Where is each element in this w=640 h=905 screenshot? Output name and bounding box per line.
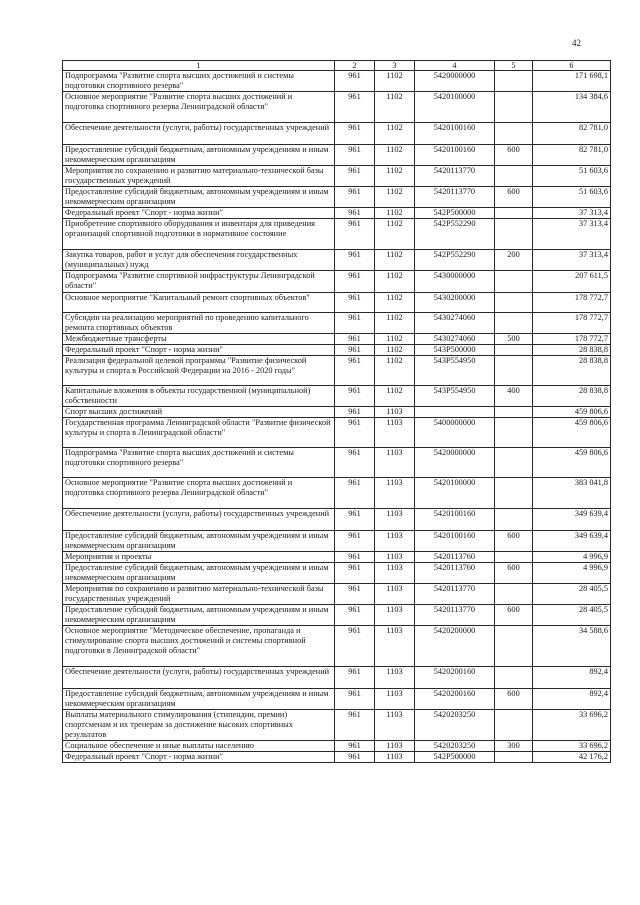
row-target-article: 543P500000: [415, 345, 495, 356]
row-name: Подпрограмма "Развитие спорта высших достижений и системы подготовки спортивного резерва": [63, 71, 335, 92]
table-row: [63, 418, 611, 448]
row-section-code: 1102: [375, 386, 415, 407]
row-amount: 178 772,7: [533, 313, 611, 334]
row-amount: 37 313,4: [533, 208, 611, 219]
row-expense-type: [495, 166, 533, 187]
column-header: 3: [375, 61, 415, 71]
row-amount: 4 996,9: [533, 552, 611, 563]
row-target-article: 5420113770: [415, 584, 495, 605]
row-target-article: 5420200160: [415, 667, 495, 689]
row-amount: 171 698,1: [533, 71, 611, 92]
row-amount: 459 806,6: [533, 407, 611, 418]
row-section-code: 1103: [375, 710, 415, 741]
table-row: [63, 386, 611, 407]
row-expense-type: [495, 448, 533, 478]
row-section-code: 1102: [375, 271, 415, 293]
row-amount: 178 772,7: [533, 293, 611, 313]
row-name: Субсидии на реализацию мероприятий по проведению капитального ремонта спортивных объектов: [63, 313, 335, 334]
row-grbs-code: 961: [335, 334, 375, 345]
row-section-code: 1102: [375, 313, 415, 334]
column-number-row: [63, 61, 611, 71]
row-amount: 37 313,4: [533, 250, 611, 271]
row-section-code: 1102: [375, 356, 415, 386]
row-section-code: 1103: [375, 448, 415, 478]
row-name: Основное мероприятие "Капитальный ремонт спортивных объектов": [63, 293, 335, 313]
row-expense-type: [495, 123, 533, 145]
row-grbs-code: 961: [335, 584, 375, 605]
table-row: [63, 584, 611, 605]
row-amount: 459 806,6: [533, 448, 611, 478]
row-target-article: 5420203250: [415, 710, 495, 741]
row-amount: 37 313,4: [533, 219, 611, 250]
row-grbs-code: 961: [335, 418, 375, 448]
row-target-article: 543P554950: [415, 356, 495, 386]
row-name: Основное мероприятие "Методическое обеспечение, пропаганда и стимулирование спорта высших достижений и системы спортивной подготовки в Ленинградской области": [63, 626, 335, 667]
row-expense-type: [495, 293, 533, 313]
table-row: [63, 448, 611, 478]
row-expense-type: [495, 219, 533, 250]
row-amount: 459 806,6: [533, 418, 611, 448]
row-amount: 28 405,5: [533, 584, 611, 605]
row-target-article: 5420113760: [415, 563, 495, 584]
row-expense-type: 600: [495, 605, 533, 626]
row-target-article: 5420113770: [415, 166, 495, 187]
row-grbs-code: 961: [335, 145, 375, 166]
row-grbs-code: 961: [335, 187, 375, 208]
row-target-article: 543P554950: [415, 386, 495, 407]
row-section-code: 1103: [375, 552, 415, 563]
row-name: Государственная программа Ленинградской области "Развитие физической культуры и спорта в Ленинградской области": [63, 418, 335, 448]
row-grbs-code: 961: [335, 386, 375, 407]
row-amount: 82 781,0: [533, 123, 611, 145]
row-section-code: 1103: [375, 509, 415, 531]
row-section-code: 1103: [375, 418, 415, 448]
row-expense-type: [495, 92, 533, 123]
table-row: [63, 509, 611, 531]
row-amount: 349 639,4: [533, 509, 611, 531]
row-target-article: 5420100000: [415, 92, 495, 123]
row-grbs-code: 961: [335, 448, 375, 478]
table-row: [63, 531, 611, 552]
row-section-code: 1102: [375, 219, 415, 250]
row-expense-type: [495, 478, 533, 509]
row-grbs-code: 961: [335, 531, 375, 552]
row-grbs-code: 961: [335, 345, 375, 356]
row-name: Приобретение спортивного оборудования и инвентаря для приведения организаций спортивной подготовки в нормативное состояние: [63, 219, 335, 250]
row-name: Обеспечение деятельности (услуги, работы) государственных учреждений: [63, 667, 335, 689]
row-target-article: 5430200000: [415, 293, 495, 313]
row-expense-type: [495, 71, 533, 92]
row-expense-type: [495, 552, 533, 563]
row-grbs-code: 961: [335, 752, 375, 763]
row-amount: 28 838,8: [533, 386, 611, 407]
row-section-code: 1103: [375, 407, 415, 418]
row-grbs-code: 961: [335, 356, 375, 386]
table-row: [63, 250, 611, 271]
row-target-article: 542P500000: [415, 208, 495, 219]
row-name: Подпрограмма "Развитие спортивной инфраструктуры Ленинградской области": [63, 271, 335, 293]
page-number: 42: [572, 38, 581, 48]
row-amount: 349 639,4: [533, 531, 611, 552]
row-grbs-code: 961: [335, 741, 375, 752]
row-grbs-code: 961: [335, 689, 375, 710]
table-row: [63, 741, 611, 752]
row-target-article: 5420200160: [415, 689, 495, 710]
row-section-code: 1103: [375, 689, 415, 710]
row-grbs-code: 961: [335, 293, 375, 313]
table-row: [63, 313, 611, 334]
row-amount: 33 696,2: [533, 710, 611, 741]
table-row: [63, 92, 611, 123]
row-amount: 892,4: [533, 689, 611, 710]
row-expense-type: [495, 418, 533, 448]
row-target-article: 5400000000: [415, 418, 495, 448]
row-amount: 51 603,6: [533, 166, 611, 187]
table-row: [63, 752, 611, 763]
row-amount: 28 838,8: [533, 356, 611, 386]
row-name: Выплаты материального стимулирования (стипендии, премии) спортсменам и их тренерам за достижение высоких спортивных результатов: [63, 710, 335, 741]
row-expense-type: [495, 710, 533, 741]
row-section-code: 1103: [375, 605, 415, 626]
row-grbs-code: 961: [335, 166, 375, 187]
row-expense-type: 400: [495, 386, 533, 407]
row-target-article: 5420203250: [415, 741, 495, 752]
table-row: [63, 123, 611, 145]
row-name: Подпрограмма "Развитие спорта высших достижений и системы подготовки спортивного резерва": [63, 448, 335, 478]
table-row: [63, 563, 611, 584]
row-grbs-code: 961: [335, 250, 375, 271]
row-name: Капитальные вложения в объекты государственной (муниципальной) собственности: [63, 386, 335, 407]
row-section-code: 1102: [375, 345, 415, 356]
table-row: [63, 407, 611, 418]
table-row: [63, 478, 611, 509]
row-target-article: 542P552290: [415, 219, 495, 250]
row-name: Межбюджетные трансферты: [63, 334, 335, 345]
budget-table: [62, 60, 611, 763]
row-expense-type: 200: [495, 250, 533, 271]
row-name: Закупка товаров, работ и услуг для обеспечения государственных (муниципальных) нужд: [63, 250, 335, 271]
row-target-article: 5420000000: [415, 71, 495, 92]
row-name: Предоставление субсидий бюджетным, автономным учреждениям и иным некоммерческим организациям: [63, 187, 335, 208]
row-grbs-code: 961: [335, 123, 375, 145]
row-amount: 82 781,0: [533, 145, 611, 166]
row-amount: 42 176,2: [533, 752, 611, 763]
row-target-article: 5420100160: [415, 531, 495, 552]
row-name: Предоставление субсидий бюджетным, автономным учреждениям и иным некоммерческим организациям: [63, 605, 335, 626]
row-section-code: 1103: [375, 626, 415, 667]
row-grbs-code: 961: [335, 509, 375, 531]
row-expense-type: [495, 208, 533, 219]
row-expense-type: 600: [495, 689, 533, 710]
row-grbs-code: 961: [335, 626, 375, 667]
column-header: 6: [533, 61, 611, 71]
row-grbs-code: 961: [335, 407, 375, 418]
row-target-article: 5420200000: [415, 626, 495, 667]
row-target-article: 5430274060: [415, 313, 495, 334]
row-name: Предоставление субсидий бюджетным, автономным учреждениям и иным некоммерческим организациям: [63, 145, 335, 166]
table-row: [63, 219, 611, 250]
table-row: [63, 71, 611, 92]
row-amount: 4 996,9: [533, 563, 611, 584]
row-grbs-code: 961: [335, 552, 375, 563]
row-grbs-code: 961: [335, 667, 375, 689]
row-grbs-code: 961: [335, 478, 375, 509]
column-header: 1: [63, 61, 335, 71]
row-target-article: 5420113760: [415, 552, 495, 563]
row-expense-type: [495, 356, 533, 386]
row-name: Мероприятия по сохранению и развитию материально-технической базы государственных учреждений: [63, 166, 335, 187]
row-expense-type: [495, 752, 533, 763]
column-header: 4: [415, 61, 495, 71]
table-row: [63, 605, 611, 626]
row-name: Мероприятия и проекты: [63, 552, 335, 563]
row-expense-type: [495, 271, 533, 293]
row-expense-type: 600: [495, 531, 533, 552]
row-target-article: 5430000000: [415, 271, 495, 293]
row-section-code: 1102: [375, 208, 415, 219]
table-row: [63, 166, 611, 187]
row-expense-type: 300: [495, 741, 533, 752]
row-amount: 178 772,7: [533, 334, 611, 345]
row-section-code: 1102: [375, 187, 415, 208]
row-name: Предоставление субсидий бюджетным, автономным учреждениям и иным некоммерческим организациям: [63, 531, 335, 552]
row-amount: 33 696,2: [533, 741, 611, 752]
row-amount: 383 041,8: [533, 478, 611, 509]
row-name: Мероприятия по сохранению и развитию материально-технической базы государственных учреждений: [63, 584, 335, 605]
row-grbs-code: 961: [335, 71, 375, 92]
row-section-code: 1102: [375, 123, 415, 145]
row-expense-type: [495, 345, 533, 356]
row-target-article: [415, 407, 495, 418]
row-amount: 207 611,5: [533, 271, 611, 293]
row-name: Основное мероприятие "Развитие спорта высших достижений и подготовка спортивного резерва Ленинградской области": [63, 92, 335, 123]
row-target-article: 542P500000: [415, 752, 495, 763]
row-grbs-code: 961: [335, 271, 375, 293]
table-row: [63, 626, 611, 667]
row-expense-type: 600: [495, 563, 533, 584]
column-header: 2: [335, 61, 375, 71]
row-name: Федеральный проект "Спорт - норма жизни": [63, 208, 335, 219]
row-section-code: 1102: [375, 166, 415, 187]
row-name: Спорт высших достижений: [63, 407, 335, 418]
row-target-article: 5420113770: [415, 605, 495, 626]
row-name: Предоставление субсидий бюджетным, автономным учреждениям и иным некоммерческим организациям: [63, 689, 335, 710]
row-name: Федеральный проект "Спорт - норма жизни": [63, 345, 335, 356]
row-expense-type: 500: [495, 334, 533, 345]
row-amount: 28 405,5: [533, 605, 611, 626]
row-target-article: 5420100160: [415, 123, 495, 145]
row-section-code: 1102: [375, 145, 415, 166]
row-expense-type: [495, 509, 533, 531]
row-name: Основное мероприятие "Развитие спорта высших достижений и подготовка спортивного резерва Ленинградской области": [63, 478, 335, 509]
row-grbs-code: 961: [335, 563, 375, 584]
row-section-code: 1102: [375, 71, 415, 92]
row-section-code: 1103: [375, 667, 415, 689]
row-target-article: 5420100160: [415, 145, 495, 166]
row-section-code: 1103: [375, 478, 415, 509]
row-section-code: 1103: [375, 563, 415, 584]
column-header: 5: [495, 61, 533, 71]
row-expense-type: [495, 667, 533, 689]
row-name: Обеспечение деятельности (услуги, работы) государственных учреждений: [63, 123, 335, 145]
row-amount: 28 838,8: [533, 345, 611, 356]
row-expense-type: [495, 626, 533, 667]
table-row: [63, 689, 611, 710]
table-row: [63, 552, 611, 563]
row-expense-type: 600: [495, 187, 533, 208]
row-section-code: 1102: [375, 293, 415, 313]
row-section-code: 1102: [375, 92, 415, 123]
table-row: [63, 208, 611, 219]
row-grbs-code: 961: [335, 313, 375, 334]
table-row: [63, 187, 611, 208]
row-grbs-code: 961: [335, 710, 375, 741]
table-row: [63, 334, 611, 345]
row-section-code: 1102: [375, 334, 415, 345]
table-row: [63, 293, 611, 313]
row-target-article: 5420113770: [415, 187, 495, 208]
table-row: [63, 667, 611, 689]
table-row: [63, 710, 611, 741]
row-expense-type: [495, 313, 533, 334]
row-name: Социальное обеспечение и иные выплаты населению: [63, 741, 335, 752]
row-amount: 34 588,6: [533, 626, 611, 667]
row-expense-type: [495, 407, 533, 418]
row-section-code: 1103: [375, 584, 415, 605]
row-target-article: 5430274060: [415, 334, 495, 345]
row-expense-type: [495, 584, 533, 605]
row-name: Обеспечение деятельности (услуги, работы) государственных учреждений: [63, 509, 335, 531]
row-amount: 892,4: [533, 667, 611, 689]
row-section-code: 1103: [375, 531, 415, 552]
table-row: [63, 345, 611, 356]
row-target-article: 5420100000: [415, 478, 495, 509]
row-name: Предоставление субсидий бюджетным, автономным учреждениям и иным некоммерческим организациям: [63, 563, 335, 584]
row-grbs-code: 961: [335, 605, 375, 626]
row-target-article: 5420000000: [415, 448, 495, 478]
table-row: [63, 271, 611, 293]
table-row: [63, 356, 611, 386]
row-target-article: 5420100160: [415, 509, 495, 531]
row-section-code: 1103: [375, 752, 415, 763]
row-section-code: 1103: [375, 741, 415, 752]
row-name: Реализация федеральной целевой программы "Развитие физической культуры и спорта в Российской Федерации на 2016 - 2020 годы": [63, 356, 335, 386]
row-expense-type: 600: [495, 145, 533, 166]
row-amount: 51 603,6: [533, 187, 611, 208]
row-name: Федеральный проект "Спорт - норма жизни": [63, 752, 335, 763]
row-amount: 134 384,6: [533, 92, 611, 123]
row-section-code: 1102: [375, 250, 415, 271]
table-row: [63, 145, 611, 166]
row-grbs-code: 961: [335, 219, 375, 250]
row-grbs-code: 961: [335, 208, 375, 219]
row-grbs-code: 961: [335, 92, 375, 123]
row-target-article: 542P552290: [415, 250, 495, 271]
